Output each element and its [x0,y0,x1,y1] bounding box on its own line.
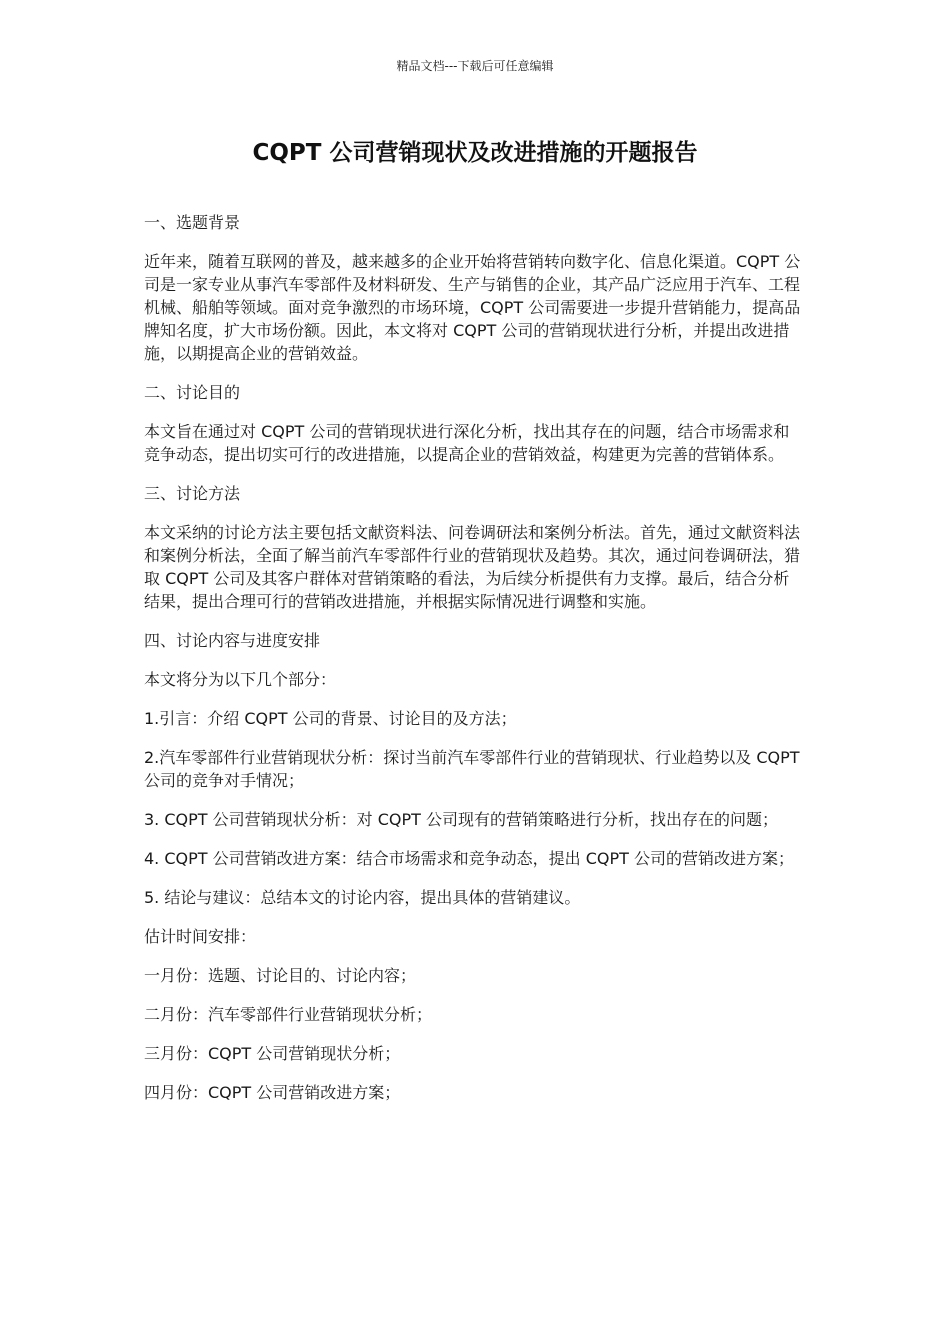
list-item: 2.汽车零部件行业营销现状分析：探讨当前汽车零部件行业的营销现状、行业趋势以及 CQPT 公司的竞争对手情况； [144,748,800,790]
schedule-heading: 估计时间安排： [144,927,257,946]
section-body-background: 近年来，随着互联网的普及，越来越多的企业开始将营销转向数字化、信息化渠道。CQPT 公司是一家专业从事汽车零部件及材料研发、生产与销售的企业，其产品广泛应用于汽车、工程机械、船舶等领域。面对竞争激烈的市场环境，CQPT 公司需要进一步提升营销能力，提高品牌知名度，扩大市场份额。因此，本文将对 CQPT 公司的营销现状进行分析，并提出改进措施，以期提高企业的营销效益。 [144,252,801,363]
list-item: 4. CQPT 公司营销改进方案：结合市场需求和竞争动态，提出 CQPT 公司的营销改进方案； [144,849,794,868]
schedule-item: 四月份：CQPT 公司营销改进方案； [144,1083,401,1102]
section-body-method: 本文采纳的讨论方法主要包括文献资料法、问卷调研法和案例分析法。首先，通过文献资料法和案例分析法，全面了解当前汽车零部件行业的营销现状及趋势。其次，通过问卷调研法，猎取 CQPT 公司及其客户群体对营销策略的看法，为后续分析提供有力支撑。最后，结合分析结果，提出合理可行的营销改进措施，并根据实际情况进行调整和实施。 [144,523,801,611]
header-note: 精品文档---下载后可任意编辑 [396,59,554,73]
section-body-purpose: 本文旨在通过对 CQPT 公司的营销现状进行深化分析，找出其存在的问题，结合市场需求和竞争动态，提出切实可行的改进措施，以提高企业的营销效益，构建更为完善的营销体系。 [144,422,790,464]
section-heading-background: 一、选题背景 [144,213,241,232]
list-item: 1.引言：介绍 CQPT 公司的背景、讨论目的及方法； [144,709,517,728]
schedule-item: 二月份：汽车零部件行业营销现状分析； [144,1005,433,1024]
schedule-item: 一月份：选题、讨论目的、讨论内容； [144,966,417,985]
list-item: 3. CQPT 公司营销现状分析：对 CQPT 公司现有的营销策略进行分析，找出存在的问题； [144,810,778,829]
section-intro-parts: 本文将分为以下几个部分： [144,670,337,689]
document-body [144,211,804,1120]
document-title: CQPT 公司营销现状及改进措施的开题报告 [252,140,698,166]
section-heading-method: 三、讨论方法 [144,484,241,503]
section-heading-content-schedule: 四、讨论内容与进度安排 [144,631,321,650]
section-heading-purpose: 二、讨论目的 [144,383,241,402]
list-item: 5. 结论与建议：总结本文的讨论内容，提出具体的营销建议。 [144,888,581,907]
schedule-item: 三月份：CQPT 公司营销现状分析； [144,1044,401,1063]
